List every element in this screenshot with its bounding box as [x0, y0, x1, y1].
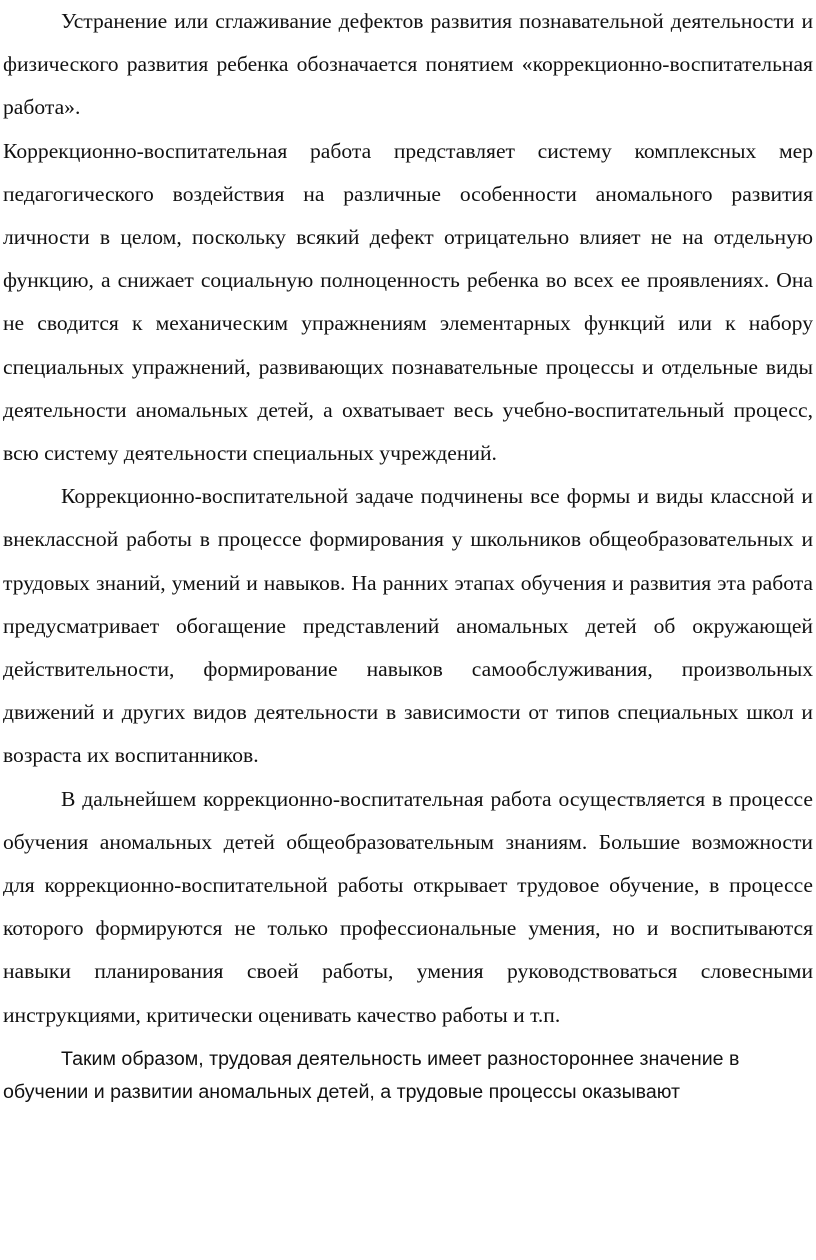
document-body: [3, 0, 813, 1037]
paragraph-2: Коррекционно-воспитательная работа представляет систему комплексных мер педагогического воздействия на различные особенности аномального развития личности в целом, поскольку всякий дефект отрицательно влияет не на отдельную функцию, а снижает социальную полноценность ребенка во всех ее проявлениях. Она не сводится к механическим упражнениям элементарных функций или к набору специальных упражнений, развивающих познавательные процессы и отдельные виды деятельности аномальных детей, а охватывает весь учебно-воспитательный процесс, всю систему деятельности специальных учреждений.: [3, 138, 813, 466]
paragraph-1: Устранение или сглаживание дефектов развития познавательной деятельности и физического развития ребенка обозначается понятием «коррекционно-воспитательная работа».: [3, 9, 813, 120]
closing-paragraph: Таким образом, трудовая деятельность имеет разностороннее значение в обучении и развитии аномальных детей, а трудовые процессы оказывают: [3, 1047, 740, 1103]
paragraph-4: В дальнейшем коррекционно-воспитательная работа осуществляется в процессе обучения аномальных детей общеобразовательным знаниям. Большие возможности для коррекционно-воспитательной работы открывает трудовое обучение, в процессе которого формируются не только профессиональные умения, но и воспитываются навыки планирования своей работы, умения руководствоваться словесными инструкциями, критически оценивать качество работы и т.п.: [3, 786, 813, 1027]
paragraph-3: Коррекционно-воспитательной задаче подчинены все формы и виды классной и внеклассной работы в процессе формирования у школьников общеобразовательных и трудовых знаний, умений и навыков. На ранних этапах обучения и развития эта работа предусматривает обогащение представлений аномальных детей об окружающей действительности, формирование навыков самообслуживания, произвольных движений и других видов деятельности в зависимости от типов специальных школ и возраста их воспитанников.: [3, 484, 813, 768]
closing-block: [3, 1043, 813, 1109]
